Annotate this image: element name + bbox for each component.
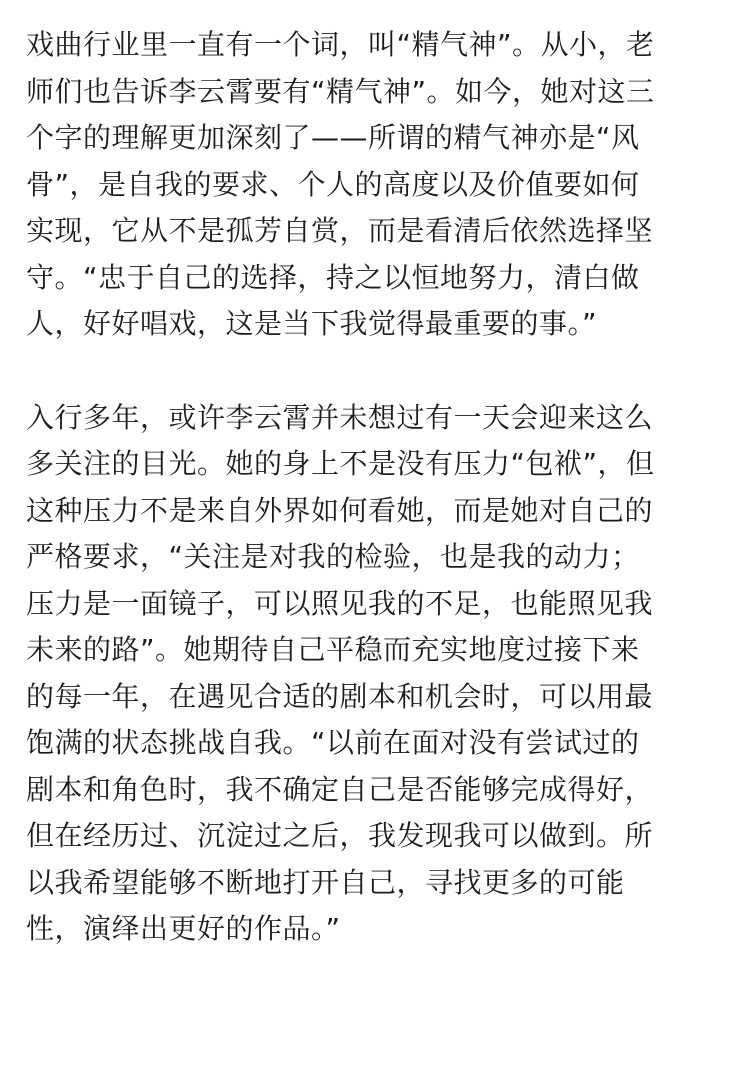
paragraph-spacer xyxy=(26,348,716,395)
text-line xyxy=(26,953,716,1000)
text-line: 但在经历过、沉淀过之后，我发现我可以做到。所 xyxy=(26,819,654,852)
text-line: 多关注的目光。她的身上不是没有压力“包袱”，但 xyxy=(26,447,655,480)
paragraph-2 xyxy=(26,395,716,1000)
text-line: 守。“忠于自己的选择，持之以恒地努力，清白做 xyxy=(26,260,640,294)
text-line: 个字的理解更加深刻了——所谓的精气神亦是“风 xyxy=(26,121,640,154)
text-line: 的每一年，在遇见合适的剧本和机会时，可以用最 xyxy=(26,679,654,713)
text-line: 师们也告诉李云霄要有“精气神”。如今，她对这三 xyxy=(26,74,655,108)
text-line: 骨”，是自我的要求、个人的高度以及价值要如何 xyxy=(26,167,640,201)
text-line: 人，好好唱戏，这是当下我觉得最重要的事。” xyxy=(26,307,598,340)
text-line: 饱满的状态挑战自我。“以前在面对没有尝试过的 xyxy=(26,726,640,759)
text-line: 入行多年，或许李云霄并未想过有一天会迎来这么 xyxy=(26,400,654,434)
text-line: 未来的路”。她期待自己平稳而充实地度过接下来 xyxy=(26,633,640,666)
text-line: 性，演绎出更好的作品。” xyxy=(26,912,341,945)
text-line: 压力是一面镜子，可以照见我的不足，也能照见我 xyxy=(26,586,654,620)
text-line: 戏曲行业里一直有一个词，叫“精气神”。从小，老 xyxy=(26,28,655,61)
paragraph-1 xyxy=(26,22,716,348)
text-line: 实现，它从不是孤芳自赏，而是看清后依然选择坚 xyxy=(26,214,654,247)
text-line: 严格要求，“关注是对我的检验，也是我的动力； xyxy=(26,540,640,573)
text-line: 以我希望能够不断地打开自己，寻找更多的可能 xyxy=(26,865,625,899)
text-line: 剧本和角色时，我不确定自己是否能够完成得好， xyxy=(26,772,654,806)
article-body xyxy=(26,22,716,999)
text-line: 这种压力不是来自外界如何看她，而是她对自己的 xyxy=(26,493,654,527)
